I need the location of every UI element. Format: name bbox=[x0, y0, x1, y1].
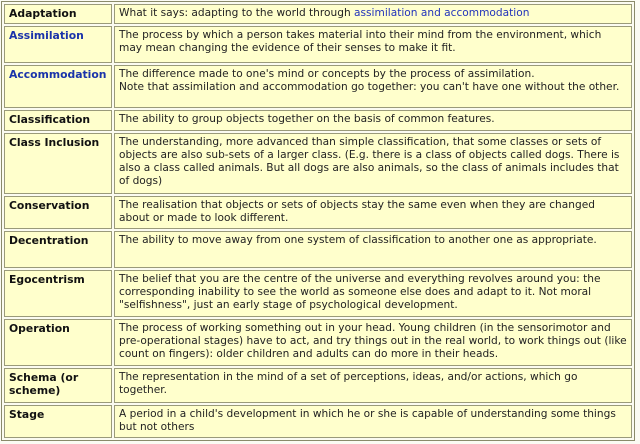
assimilation-accommodation-link[interactable]: assimilation and accommodation bbox=[354, 7, 530, 19]
definition-cell: The ability to group objects together on the basis of common features. bbox=[114, 110, 632, 130]
definition-cell bbox=[114, 4, 632, 24]
definition-cell: The process of working something out in your head. Young children (in the sensorimotor and pre-operational stages) have to act, and try things out in the real world, to work things out (like count on fingers): older children and adults can do more in their heads. bbox=[114, 319, 632, 366]
definition-text: The difference made to one's mind or concepts by the process of assimilation. bbox=[119, 68, 535, 81]
term-cell: Egocentrism bbox=[4, 270, 112, 317]
term-cell: Decentration bbox=[4, 231, 112, 268]
term-cell: Classification bbox=[4, 110, 112, 130]
term-cell: Stage bbox=[4, 405, 112, 438]
definition-cell: The understanding, more advanced than simple classification, that some classes or sets of objects are also sub-sets of a larger class. (E.g. there is a class of objects called dogs. There is also a class called animals. But all dogs are also animals, so the class of animals includes that of dogs) bbox=[114, 133, 632, 194]
definition-cell: A period in a child's development in which he or she is capable of understanding some things but not others bbox=[114, 405, 632, 438]
definition-cell bbox=[114, 65, 632, 108]
table-row bbox=[4, 133, 632, 194]
term-link-accommodation[interactable]: Accommodation bbox=[4, 65, 112, 108]
table-row bbox=[4, 4, 632, 24]
table-row bbox=[4, 196, 632, 229]
table-row bbox=[4, 231, 632, 268]
term-cell: Adaptation bbox=[4, 4, 112, 24]
definition-text: What it says: adapting to the world through bbox=[119, 7, 355, 19]
definition-cell: The belief that you are the centre of the universe and everything revolves around you: the corresponding inability to see the world as someone else does and adapt to it. Not moral "selfishness", just an early stage of psychological development. bbox=[114, 270, 632, 317]
term-cell: Operation bbox=[4, 319, 112, 366]
term-cell: Class Inclusion bbox=[4, 133, 112, 194]
table-row bbox=[4, 65, 632, 108]
table-row bbox=[4, 270, 632, 317]
term-cell: Conservation bbox=[4, 196, 112, 229]
glossary-table bbox=[1, 1, 635, 441]
term-cell: Schema (or scheme) bbox=[4, 368, 112, 403]
table-row bbox=[4, 26, 632, 63]
table-row bbox=[4, 368, 632, 403]
definition-note: Note that assimilation and accommodation go together: you can't have one without the other. bbox=[119, 81, 620, 94]
definition-cell: The realisation that objects or sets of objects stay the same even when they are changed about or made to look different. bbox=[114, 196, 632, 229]
definition-cell: The ability to move away from one system of classification to another one as appropriate. bbox=[114, 231, 632, 268]
definition-cell: The representation in the mind of a set of perceptions, ideas, and/or actions, which go together. bbox=[114, 368, 632, 403]
table-row bbox=[4, 110, 632, 130]
table-row bbox=[4, 405, 632, 438]
term-link-assimilation[interactable]: Assimilation bbox=[4, 26, 112, 63]
table-row bbox=[4, 319, 632, 366]
definition-cell: The process by which a person takes material into their mind from the environment, which may mean changing the evidence of their senses to make it fit. bbox=[114, 26, 632, 63]
